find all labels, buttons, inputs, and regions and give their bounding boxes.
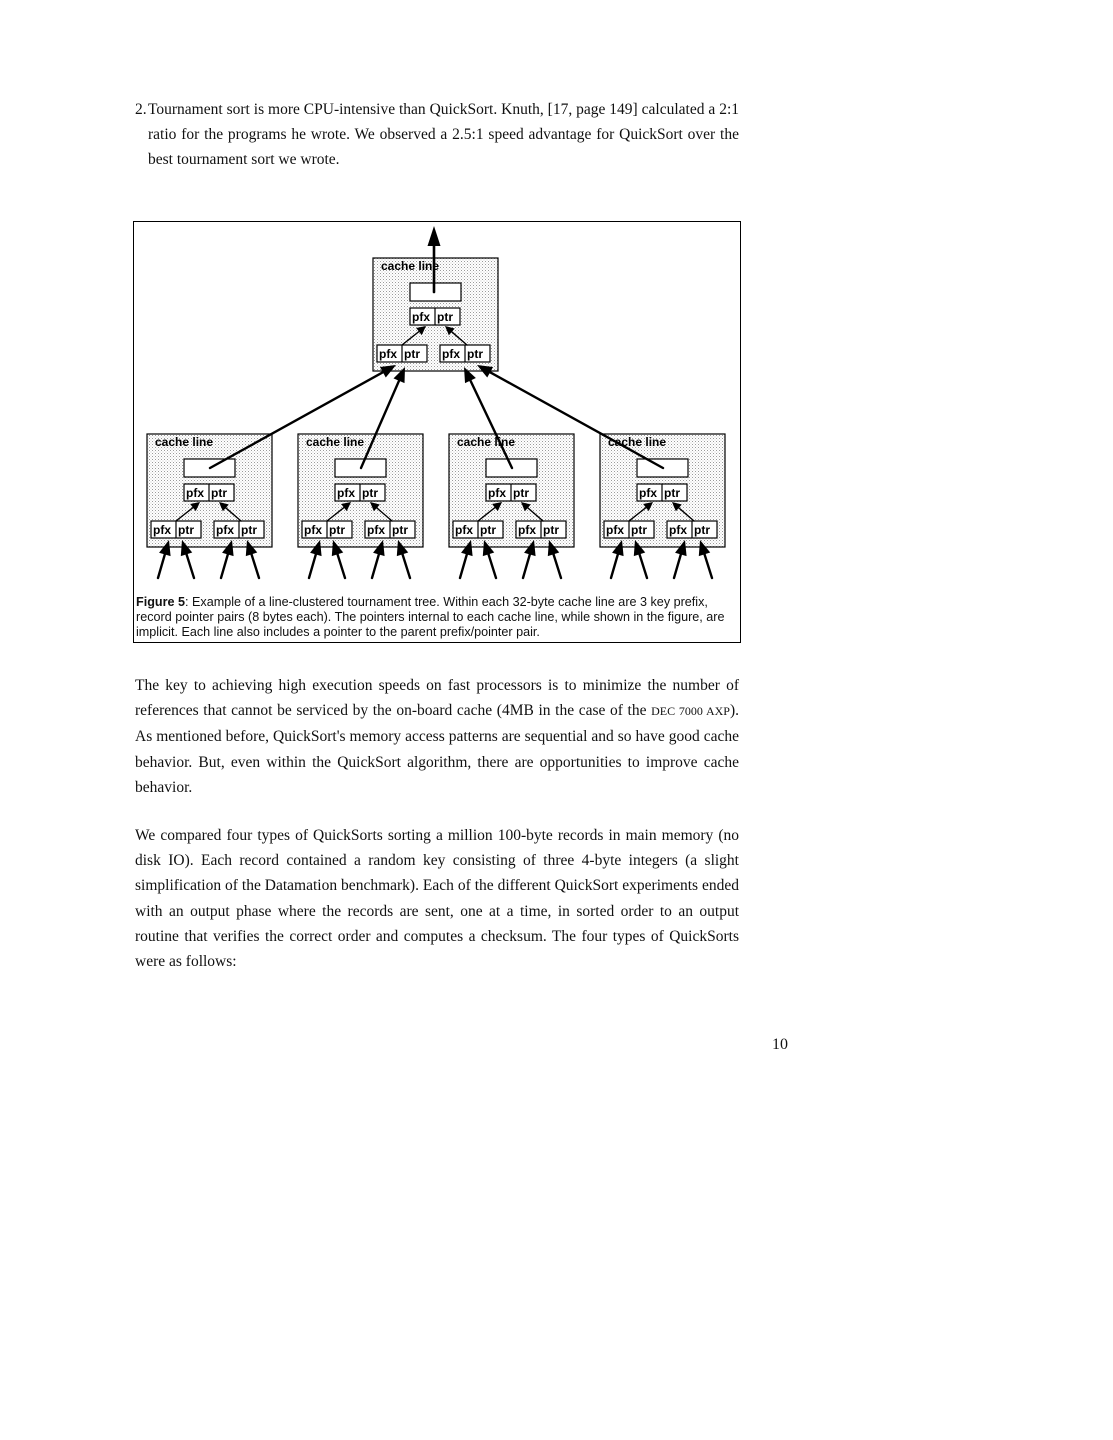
top-cache-line-mid-pair-ptr-label: ptr (437, 310, 453, 324)
lower-cache-line-3-label: cache line (457, 435, 516, 449)
list-item-2 (135, 97, 739, 173)
input-arrow-1-3-shaft (221, 552, 228, 578)
lower-cache-line-3-mid-pair-pfx-label: pfx (488, 486, 506, 500)
paragraph-cache (135, 673, 739, 800)
input-arrow-4-4-shaft (704, 552, 712, 578)
lower-cache-line-1-mid-pair-ptr-label: ptr (211, 486, 227, 500)
top-cache-line-mid-pair-pfx-label: pfx (412, 310, 430, 324)
lower-cache-line-3-right-pair-ptr-label: ptr (543, 523, 559, 537)
input-arrow-1-1-shaft (158, 552, 165, 578)
lower-cache-line-1-right-pair-pfx-label: pfx (216, 523, 234, 537)
list-item-number: 2. (135, 101, 147, 118)
lower-cache-line-4-mid-pair-pfx-label: pfx (639, 486, 657, 500)
caption-label: Figure 5 (136, 595, 185, 609)
lower-cache-line-3-left-pair-ptr-label: ptr (480, 523, 496, 537)
lower-cache-line-2-mid-pair-pfx-label: pfx (337, 486, 355, 500)
lower-cache-line-1-right-pair-ptr-label: ptr (241, 523, 257, 537)
lower-cache-line-4-mid-pair-ptr-label: ptr (664, 486, 680, 500)
paragraph-cache-part2: ). As mentioned before, QuickSort's memory access patterns are sequential and so have good cache behavior. But, even within the QuickSort algorithm, there are opportunities to improve cache behavior. (135, 702, 740, 796)
figure-5 (133, 221, 741, 643)
input-arrow-3-2-shaft (488, 552, 496, 578)
input-arrow-4-2-shaft (639, 552, 647, 578)
lower-cache-line-1-left-pair-ptr-label: ptr (178, 523, 194, 537)
top-cache-line-right-pair-pfx-label: pfx (442, 347, 460, 361)
lower-cache-line-2-right-pair-ptr-label: ptr (392, 523, 408, 537)
lower-cache-line-2-left-pair-ptr-label: ptr (329, 523, 345, 537)
input-arrow-1-2-shaft (186, 552, 194, 578)
lower-cache-line-1-mid-pair-pfx-label: pfx (186, 486, 204, 500)
lower-cache-line-2-label: cache line (306, 435, 365, 449)
lower-cache-line-4-label: cache line (608, 435, 667, 449)
lower-cache-line-4-left-pair-ptr-label: ptr (631, 523, 647, 537)
lower-cache-line-2-mid-pair-ptr-label: ptr (362, 486, 378, 500)
list-item-text: Tournament sort is more CPU-intensive than QuickSort. Knuth, [17, page 149] calculated a 2:1 ratio for the programs he wrote. We observed a 2.5:1 speed advantage for QuickSort over the best tournament sort we wrote. (148, 101, 739, 169)
lower-cache-line-1-label: cache line (155, 435, 214, 449)
lower-cache-line-3-mid-pair-ptr-label: ptr (513, 486, 529, 500)
top-cache-line-left-pair-ptr-label: ptr (404, 347, 420, 361)
top-cache-line-right-pair-ptr-label: ptr (467, 347, 483, 361)
lower-cache-line-3-left-pair-pfx-label: pfx (455, 523, 473, 537)
input-arrow-2-1-shaft (309, 552, 316, 578)
input-arrow-3-1-shaft (460, 552, 467, 578)
output-arrow-head (428, 226, 441, 246)
lower-cache-line-4-right-pair-pfx-label: pfx (669, 523, 687, 537)
lower-cache-line-4-right-pair-ptr-label: ptr (694, 523, 710, 537)
top-cache-line-left-pair-pfx-label: pfx (379, 347, 397, 361)
lower-cache-line-1-left-pair-pfx-label: pfx (153, 523, 171, 537)
input-arrow-2-4-shaft (402, 552, 410, 578)
lower-cache-line-3-right-pair-pfx-label: pfx (518, 523, 536, 537)
paragraph-quicksort: We compared four types of QuickSorts sorting a million 100-byte records in main memory (no disk IO). Each record contained a random key consisting of three 4-byte integers (a slight simplification of the Datamation benchmark). Each of the different QuickSort experiments ended with an output phase where the records are sent, one at a time, in sorted order to an output routine that verifies the correct order and computes a checksum. The four types of QuickSorts were as follows: (135, 827, 739, 971)
tournament-tree-diagram (134, 222, 740, 594)
input-arrow-1-4-shaft (251, 552, 259, 578)
input-arrow-2-2-shaft (337, 552, 345, 578)
top-cache-line-label: cache line (381, 259, 440, 273)
input-arrow-3-3-shaft (523, 552, 530, 578)
paragraph-cache-smallcaps: DEC 7000 AXP (651, 704, 730, 719)
top-cache-line-parent-pointer-box (410, 283, 461, 301)
lower-cache-line-4-left-pair-pfx-label: pfx (606, 523, 624, 537)
figure-caption (136, 595, 736, 640)
paragraph-cache-part1: The key to achieving high execution speeds on fast processors is to minimize the number of references that cannot be serviced by the on-board cache (4MB in the case of the (135, 677, 739, 720)
caption-text: : Example of a line-clustered tournament tree. Within each 32-byte cache line are 3 key prefix, record pointer pairs (8 bytes each). The pointers internal to each cache line, while shown in the figure, are implicit. Each line also includes a pointer to the parent prefix/pointer pair. (136, 595, 725, 639)
input-arrow-4-3-shaft (674, 552, 681, 578)
lower-cache-line-2-left-pair-pfx-label: pfx (304, 523, 322, 537)
input-arrow-2-3-shaft (372, 552, 379, 578)
page-number: 10 (772, 1036, 788, 1053)
input-arrow-4-1-shaft (611, 552, 618, 578)
input-arrow-3-4-shaft (553, 552, 561, 578)
lower-cache-line-2-right-pair-pfx-label: pfx (367, 523, 385, 537)
